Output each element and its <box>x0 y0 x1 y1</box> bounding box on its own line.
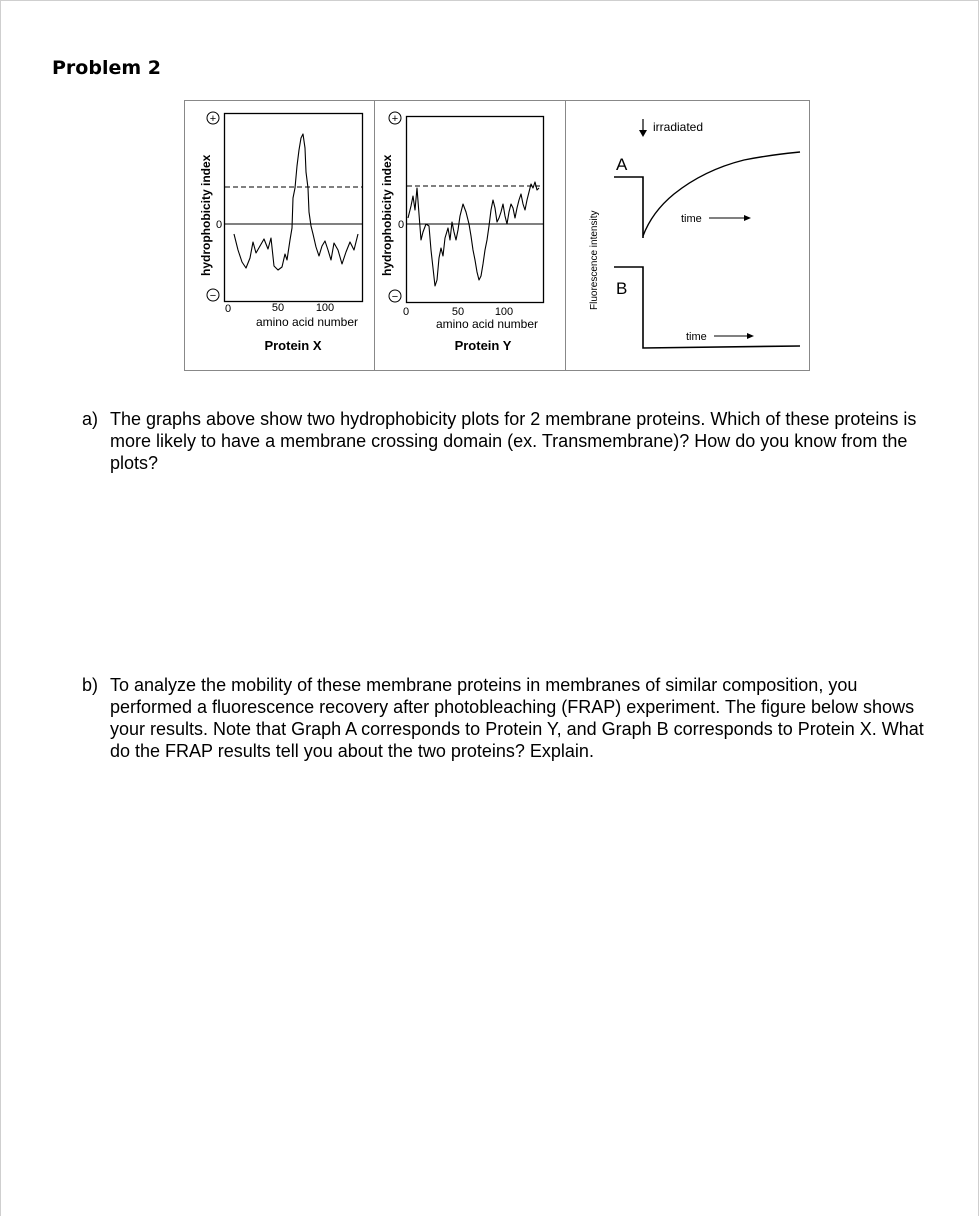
question-a-text: The graphs above show two hydrophobicity plots for 2 membrane proteins. Which of these proteins is more likely to have a membrane crossing domain (ex. Transmembrane)? How do you know from the plots? <box>110 409 917 473</box>
protein-y-plus-text: + <box>391 113 399 125</box>
graph-b-time-label: time <box>686 331 707 343</box>
figure-svg <box>184 100 811 372</box>
protein-x-tick-100: 100 <box>315 302 335 314</box>
protein-x-zero-label: 0 <box>216 219 223 231</box>
question-a-label: a) <box>82 409 99 429</box>
protein-x-y-axis-label: hydrophobicity index <box>199 154 213 276</box>
protein-y-x-axis-label: amino acid number <box>435 317 539 331</box>
question-b-label: b) <box>82 675 99 695</box>
question-b-text: To analyze the mobility of these membrane proteins in membranes of similar composition, you performed a fluorescence recovery after photobleaching (FRAP) experiment. The figure below shows your results. Note that Graph A corresponds to Protein Y, and Graph B corresponds to Protein X. What do the FRAP results tell you about the two proteins? Explain. <box>110 675 924 761</box>
graph-a-label: A <box>616 155 628 174</box>
irradiated-label: irradiated <box>653 120 704 134</box>
protein-x-x-axis-label: amino acid number <box>255 315 359 329</box>
protein-x-tick-50: 50 <box>271 302 285 314</box>
protein-x-minus-text: − <box>209 290 217 302</box>
frap-y-axis-label: Fluorescence intensity <box>589 210 600 310</box>
protein-x-x-zero: 0 <box>224 303 232 315</box>
protein-y-caption: Protein Y <box>454 338 512 353</box>
protein-y-minus-text: − <box>391 291 399 303</box>
protein-y-x-zero: 0 <box>402 306 410 318</box>
protein-y-tick-50: 50 <box>451 306 465 318</box>
graph-b-label: B <box>616 279 628 298</box>
graph-a-time-label: time <box>681 213 702 225</box>
question-b <box>82 674 942 762</box>
protein-y-zero-label: 0 <box>398 219 405 231</box>
protein-y-tick-100: 100 <box>494 306 514 318</box>
question-a <box>82 408 952 474</box>
problem-title: Problem 2 <box>52 57 161 79</box>
protein-x-caption: Protein X <box>264 338 322 353</box>
protein-y-y-axis-label: hydrophobicity index <box>380 154 394 276</box>
protein-x-plus-text: + <box>209 113 217 125</box>
figure-panel <box>184 100 811 372</box>
